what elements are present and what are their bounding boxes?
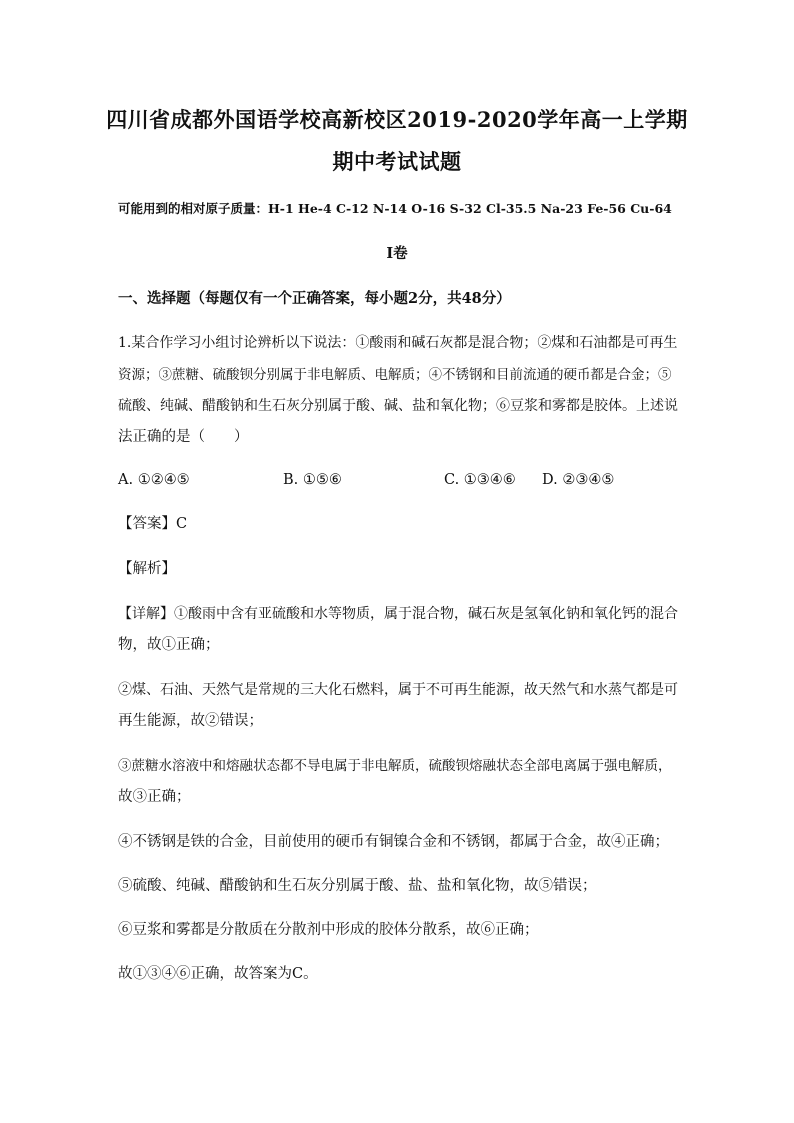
option-b: B. ①⑤⑥ <box>283 472 342 488</box>
explanation-line: 故③正确； <box>118 789 191 805</box>
explanation-line: ②煤、石油、天然气是常规的三大化石燃料，属于不可再生能源，故天然气和水蒸气都是可 <box>118 682 678 698</box>
volume-label: I卷 <box>386 245 408 262</box>
document-title-line-1: 四川省成都外国语学校高新校区2019-2020学年高一上学期 <box>106 107 688 132</box>
question-text-line: 1.某合作学习小组讨论辨析以下说法：①酸雨和碱石灰都是混合物；②煤和石油都是可再生 <box>118 335 678 351</box>
document-title-line-2: 期中考试试题 <box>332 149 462 174</box>
explanation-line: 故①③④⑥正确，故答案为C。 <box>118 966 318 982</box>
option-a: A. ①②④⑤ <box>118 472 190 488</box>
option-c: C. ①③④⑥ <box>444 472 516 488</box>
explanation-line: ④不锈钢是铁的合金，目前使用的硬币有铜镍合金和不锈钢，都属于合金，故④正确； <box>118 834 669 850</box>
option-d: D. ②③④⑤ <box>542 472 615 488</box>
explanation-line: ③蔗糖水溶液中和熔融状态都不导电属于非电解质，硫酸钡熔融状态全部电离属于强电解质， <box>118 758 672 774</box>
question-text-line: 法正确的是（ ） <box>118 429 249 445</box>
explanation-line: 【详解】①酸雨中含有亚硫酸和水等物质，属于混合物，碱石灰是氢氧化钠和氧化钙的混合 <box>118 606 678 622</box>
analysis-heading: 【解析】 <box>118 561 176 577</box>
explanation-line: 物，故①正确； <box>118 637 220 653</box>
answer-line: 【答案】C <box>118 516 188 532</box>
explanation-line: ⑤硫酸、纯碱、醋酸钠和生石灰分别属于酸、盐、盐和氧化物，故⑤错误； <box>118 878 597 894</box>
explanation-line: ⑥豆浆和雾都是分散质在分散剂中形成的胶体分散系，故⑥正确； <box>118 922 539 938</box>
section-heading: 一、选择题（每题仅有一个正确答案，每小题2分，共48分） <box>118 290 511 307</box>
explanation-line: 再生能源，故②错误； <box>118 713 263 729</box>
question-text-line: 资源；③蔗糖、硫酸钡分别属于非电解质、电解质；④不锈钢和目前流通的硬币都是合金；⑤ <box>118 367 672 383</box>
atomic-masses-note: 可能用到的相对原子质量：H-1 He-4 C-12 N-14 O-16 S-32 Cl-35.5 Na-23 Fe-56 Cu-64 <box>118 201 672 216</box>
question-text-line: 硫酸、纯碱、醋酸钠和生石灰分别属于酸、碱、盐和氧化物；⑥豆浆和雾都是胶体。上述说 <box>118 398 678 414</box>
